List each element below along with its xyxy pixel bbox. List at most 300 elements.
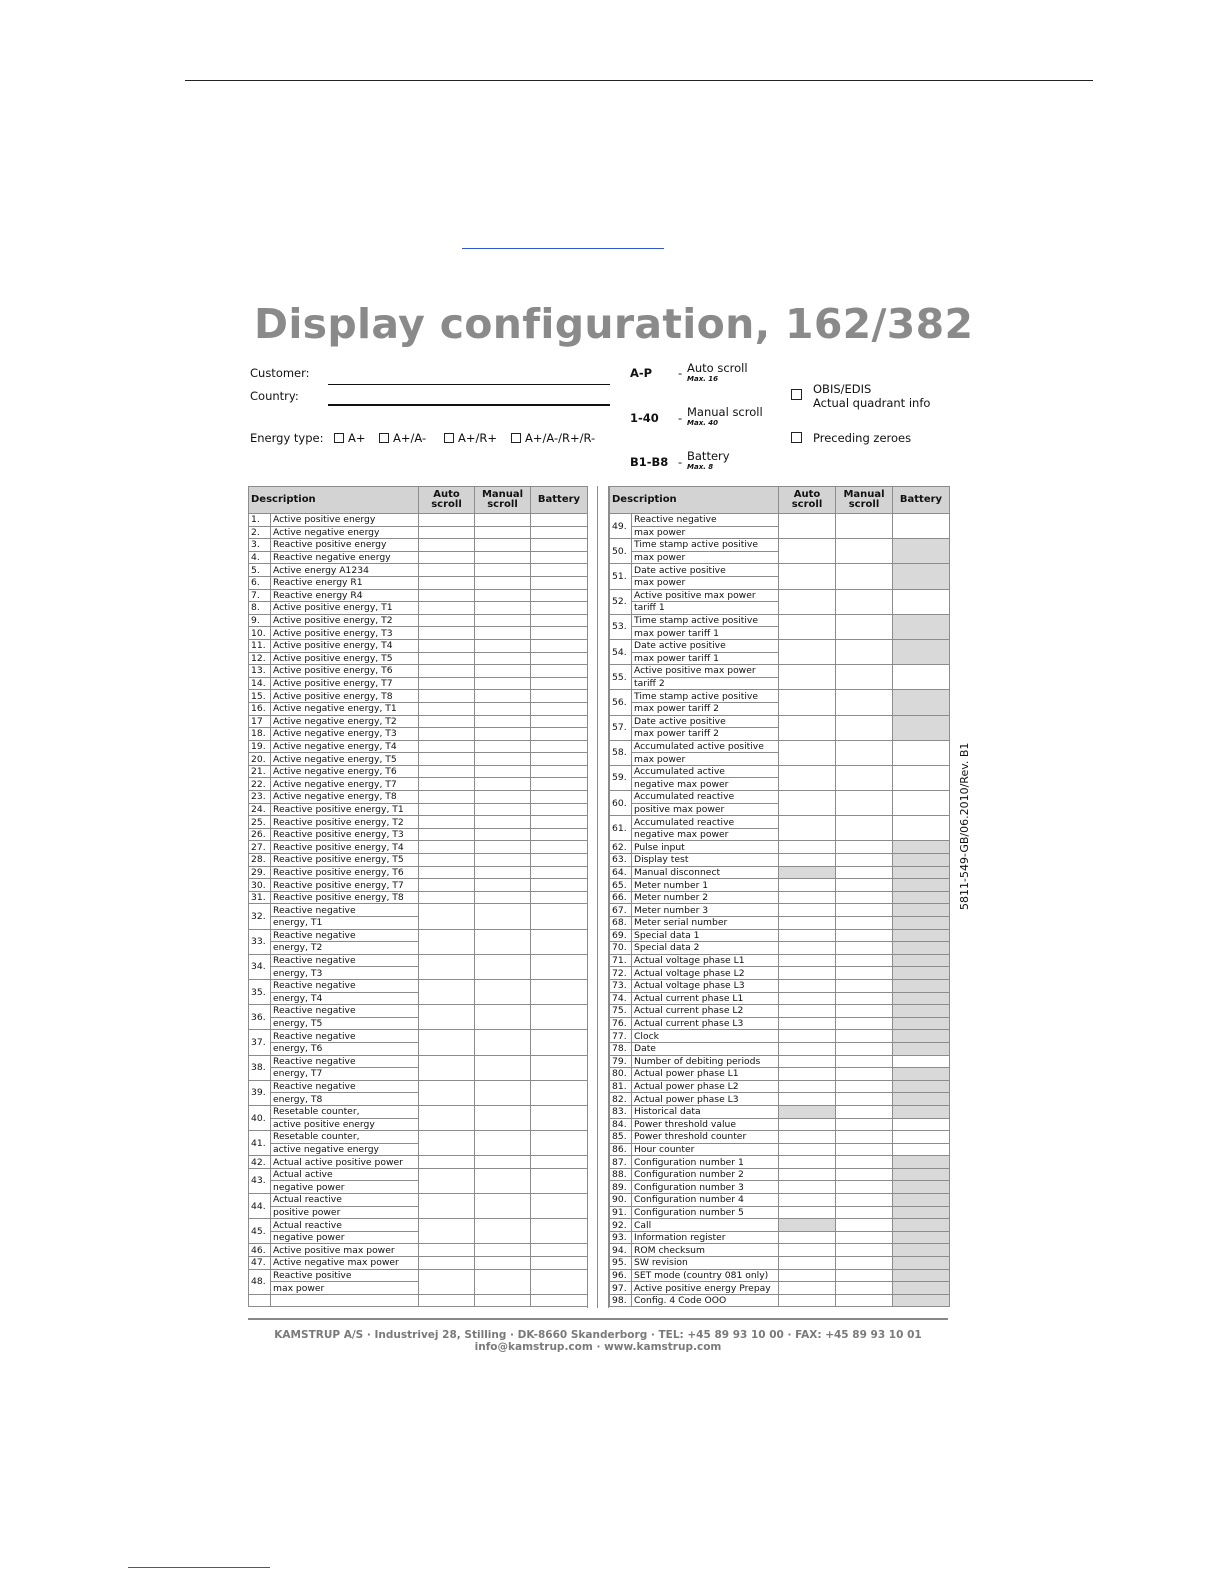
item-number: 9. [249,614,271,627]
right-config-table [609,486,950,1307]
battery-cell[interactable] [531,841,588,854]
manual-scroll-cell[interactable] [836,1156,893,1169]
auto-scroll-cell[interactable] [779,917,836,930]
battery-cell[interactable] [531,904,588,929]
manual-scroll-cell[interactable] [475,816,531,829]
energy-option-a-plus[interactable]: A+ [334,431,366,445]
table-row [249,816,588,829]
manual-scroll-cell[interactable] [836,1194,893,1207]
manual-scroll-cell[interactable] [475,539,531,552]
auto-scroll-cell[interactable] [779,1030,836,1043]
manual-scroll-cell[interactable] [475,979,531,1004]
item-description: Reactive negative [271,1055,419,1068]
manual-scroll-cell[interactable] [475,1005,531,1030]
auto-scroll-cell[interactable] [419,753,475,766]
auto-scroll-cell[interactable] [779,514,836,539]
auto-scroll-cell[interactable] [779,1206,836,1219]
battery-cell[interactable] [531,765,588,778]
auto-scroll-cell[interactable] [419,602,475,615]
auto-scroll-cell[interactable] [779,1080,836,1093]
manual-scroll-cell[interactable] [836,866,893,879]
auto-scroll-cell[interactable] [779,665,836,690]
manual-scroll-cell[interactable] [475,891,531,904]
manual-scroll-cell[interactable] [475,1194,531,1219]
item-description-cont: max power tariff 1 [632,627,779,640]
battery-cell[interactable] [531,854,588,867]
battery-cell[interactable] [531,1156,588,1169]
auto-scroll-cell[interactable] [419,514,475,527]
auto-scroll-cell[interactable] [419,828,475,841]
auto-scroll-cell[interactable] [779,1131,836,1144]
auto-scroll-cell[interactable] [419,1269,475,1294]
manual-scroll-cell[interactable] [475,1156,531,1169]
manual-scroll-cell[interactable] [836,879,893,892]
manual-scroll-cell [475,1294,531,1307]
battery-cell[interactable] [531,715,588,728]
item-description: Active positive max power [271,1244,419,1257]
manual-scroll-cell[interactable] [475,677,531,690]
auto-scroll-cell[interactable] [779,1231,836,1244]
checkbox-icon[interactable] [334,433,344,443]
manual-scroll-cell[interactable] [836,1181,893,1194]
energy-option-a-r-plus[interactable]: A+/R+ [444,431,497,445]
manual-scroll-cell[interactable] [475,765,531,778]
manual-scroll-cell[interactable] [475,639,531,652]
auto-scroll-cell[interactable] [419,1030,475,1055]
table-row [249,539,588,552]
auto-scroll-cell[interactable] [419,791,475,804]
battery-cell[interactable] [531,677,588,690]
item-description: Resetable counter, [271,1105,419,1118]
auto-scroll-cell[interactable] [779,1118,836,1131]
auto-scroll-cell[interactable] [779,1068,836,1081]
auto-scroll-cell[interactable] [779,1017,836,1030]
auto-scroll-cell[interactable] [419,702,475,715]
battery-cell [893,1168,950,1181]
battery-cell[interactable] [531,803,588,816]
battery-cell[interactable] [531,614,588,627]
manual-scroll-cell[interactable] [836,1269,893,1282]
auto-scroll-cell[interactable] [419,1105,475,1130]
battery-cell[interactable] [531,1080,588,1105]
auto-scroll-cell[interactable] [779,1143,836,1156]
battery-cell[interactable] [893,1118,950,1131]
battery-cell[interactable] [531,728,588,741]
manual-scroll-cell[interactable] [475,1105,531,1130]
manual-scroll-cell[interactable] [475,1244,531,1257]
manual-scroll-cell[interactable] [475,740,531,753]
battery-cell[interactable] [531,1168,588,1193]
battery-cell[interactable] [893,816,950,841]
auto-scroll-cell[interactable] [779,1055,836,1068]
battery-cell[interactable] [531,1194,588,1219]
table-row [249,614,588,627]
auto-scroll-cell[interactable] [779,1093,836,1106]
auto-scroll-cell[interactable] [779,1005,836,1018]
manual-scroll-cell[interactable] [836,1244,893,1257]
battery-cell[interactable] [531,1005,588,1030]
auto-scroll-cell[interactable] [419,879,475,892]
auto-scroll-cell[interactable] [779,1181,836,1194]
auto-scroll-cell[interactable] [779,614,836,639]
manual-scroll-cell[interactable] [836,1105,893,1118]
auto-scroll-cell[interactable] [779,639,836,664]
manual-scroll-cell[interactable] [475,854,531,867]
battery-cell[interactable] [893,1131,950,1144]
auto-scroll-cell[interactable] [779,942,836,955]
battery-cell[interactable] [531,526,588,539]
battery-cell[interactable] [531,589,588,602]
manual-scroll-cell[interactable] [836,740,893,765]
manual-scroll-cell[interactable] [475,526,531,539]
customer-field[interactable] [328,384,610,385]
auto-scroll-cell[interactable] [419,1080,475,1105]
manual-scroll-cell[interactable] [836,539,893,564]
manual-scroll-cell[interactable] [475,602,531,615]
auto-scroll-cell[interactable] [779,929,836,942]
auto-scroll-cell[interactable] [419,891,475,904]
auto-scroll-cell[interactable] [779,992,836,1005]
item-number: 70. [610,942,632,955]
checkbox-icon[interactable] [511,433,521,443]
battery-cell[interactable] [531,652,588,665]
auto-scroll-cell[interactable] [419,639,475,652]
manual-scroll-cell[interactable] [475,576,531,589]
auto-scroll-cell[interactable] [419,954,475,979]
manual-scroll-cell[interactable] [836,929,893,942]
zeroes-checkbox[interactable] [791,432,802,443]
battery-cell[interactable] [893,1055,950,1068]
manual-scroll-cell[interactable] [475,551,531,564]
manual-scroll-cell[interactable] [836,992,893,1005]
manual-scroll-cell[interactable] [836,1282,893,1295]
link-underline[interactable] [462,248,664,249]
manual-scroll-cell[interactable] [475,1055,531,1080]
item-description-cont: negative max power [632,778,779,791]
item-number: 51. [610,564,632,589]
manual-scroll-cell[interactable] [836,791,893,816]
battery-cell[interactable] [531,866,588,879]
battery-cell[interactable] [531,1055,588,1080]
manual-scroll-cell[interactable] [836,1017,893,1030]
auto-scroll-cell[interactable] [419,539,475,552]
battery-cell[interactable] [531,1131,588,1156]
manual-scroll-cell[interactable] [836,665,893,690]
obis-checkbox[interactable] [791,389,802,400]
battery-cell[interactable] [531,979,588,1004]
item-number: 66. [610,891,632,904]
battery-cell[interactable] [531,816,588,829]
auto-scroll-cell[interactable] [779,791,836,816]
manual-scroll-cell[interactable] [475,929,531,954]
manual-scroll-cell[interactable] [836,1118,893,1131]
auto-scroll-cell[interactable] [419,1156,475,1169]
auto-scroll-cell[interactable] [419,929,475,954]
auto-scroll-cell[interactable] [779,589,836,614]
battery-cell[interactable] [531,564,588,577]
battery-cell[interactable] [531,639,588,652]
manual-scroll-cell[interactable] [836,690,893,715]
manual-scroll-cell[interactable] [475,728,531,741]
auto-scroll-cell[interactable] [419,1257,475,1270]
manual-scroll-cell[interactable] [475,1269,531,1294]
battery-cell[interactable] [531,828,588,841]
manual-scroll-cell[interactable] [475,828,531,841]
auto-scroll-cell[interactable] [419,589,475,602]
auto-scroll-cell[interactable] [419,627,475,640]
manual-scroll-cell[interactable] [475,665,531,678]
manual-scroll-cell[interactable] [475,879,531,892]
manual-scroll-cell[interactable] [836,967,893,980]
manual-scroll-cell[interactable] [475,514,531,527]
manual-scroll-cell[interactable] [475,753,531,766]
manual-scroll-cell[interactable] [836,1080,893,1093]
manual-scroll-cell[interactable] [836,917,893,930]
manual-scroll-cell[interactable] [475,1168,531,1193]
manual-scroll-cell[interactable] [836,1131,893,1144]
manual-scroll-cell[interactable] [836,514,893,539]
auto-scroll-cell[interactable] [419,1055,475,1080]
auto-scroll-cell[interactable] [419,690,475,703]
auto-scroll-cell[interactable] [419,715,475,728]
link-underline[interactable] [128,1567,270,1568]
battery-cell[interactable] [893,791,950,816]
auto-scroll-cell[interactable] [779,967,836,980]
battery-cell[interactable] [531,602,588,615]
auto-scroll-cell[interactable] [419,854,475,867]
auto-scroll-cell[interactable] [779,1257,836,1270]
manual-scroll-cell[interactable] [836,1168,893,1181]
manual-scroll-cell[interactable] [836,816,893,841]
battery-cell[interactable] [531,539,588,552]
manual-scroll-cell[interactable] [836,1068,893,1081]
manual-scroll-cell[interactable] [836,1055,893,1068]
manual-scroll-cell[interactable] [836,904,893,917]
item-description-cont: max power [632,576,779,589]
manual-scroll-cell[interactable] [836,589,893,614]
battery-cell[interactable] [893,1143,950,1156]
battery-cell[interactable] [531,1219,588,1244]
manual-scroll-cell[interactable] [836,854,893,867]
auto-scroll-cell[interactable] [779,1269,836,1282]
battery-cell[interactable] [531,702,588,715]
auto-scroll-cell[interactable] [779,854,836,867]
item-number: 48. [249,1269,271,1294]
auto-scroll-cell[interactable] [779,1156,836,1169]
battery-cell [893,929,950,942]
auto-scroll-cell[interactable] [779,841,836,854]
auto-scroll-cell[interactable] [779,740,836,765]
item-number: 37. [249,1030,271,1055]
battery-cell[interactable] [531,954,588,979]
battery-cell[interactable] [531,778,588,791]
manual-scroll-cell[interactable] [475,778,531,791]
auto-scroll-cell[interactable] [779,979,836,992]
manual-scroll-cell[interactable] [836,891,893,904]
manual-scroll-cell[interactable] [475,690,531,703]
auto-scroll-cell[interactable] [419,652,475,665]
manual-scroll-cell[interactable] [475,627,531,640]
battery-cell[interactable] [531,1244,588,1257]
auto-scroll-cell[interactable] [419,1219,475,1244]
manual-scroll-cell[interactable] [836,1005,893,1018]
battery-cell[interactable] [531,1269,588,1294]
battery-cell[interactable] [531,665,588,678]
checkbox-icon[interactable] [444,433,454,443]
manual-scroll-cell[interactable] [836,1257,893,1270]
manual-scroll-cell[interactable] [475,803,531,816]
item-description-cont: energy, T3 [271,967,419,980]
manual-scroll-cell[interactable] [836,942,893,955]
manual-scroll-cell[interactable] [475,1030,531,1055]
auto-scroll-cell[interactable] [419,1244,475,1257]
manual-scroll-cell[interactable] [475,702,531,715]
manual-scroll-cell[interactable] [475,564,531,577]
manual-scroll-cell[interactable] [836,1042,893,1055]
table-row [249,1030,588,1043]
auto-scroll-cell[interactable] [419,740,475,753]
battery-cell[interactable] [893,740,950,765]
manual-scroll-cell[interactable] [475,652,531,665]
manual-scroll-cell[interactable] [475,715,531,728]
item-number: 36. [249,1005,271,1030]
energy-option-a-plus-minus[interactable]: A+/A- [379,431,426,445]
manual-scroll-cell[interactable] [475,1131,531,1156]
auto-scroll-cell[interactable] [419,614,475,627]
manual-scroll-cell[interactable] [475,1257,531,1270]
battery-cell[interactable] [531,690,588,703]
auto-scroll-cell[interactable] [419,1168,475,1193]
battery-cell[interactable] [531,1105,588,1130]
auto-scroll-cell[interactable] [419,778,475,791]
manual-scroll-cell[interactable] [836,1093,893,1106]
manual-scroll-cell[interactable] [836,715,893,740]
battery-cell[interactable] [893,514,950,539]
battery-cell[interactable] [531,514,588,527]
auto-scroll-cell[interactable] [419,576,475,589]
item-number [249,1294,271,1307]
auto-scroll-cell[interactable] [779,690,836,715]
manual-scroll-cell[interactable] [475,954,531,979]
auto-scroll-cell[interactable] [779,904,836,917]
battery-cell[interactable] [893,665,950,690]
manual-scroll-cell[interactable] [836,979,893,992]
auto-scroll-cell[interactable] [779,816,836,841]
auto-scroll-cell[interactable] [779,879,836,892]
manual-scroll-cell[interactable] [836,1231,893,1244]
auto-scroll-cell[interactable] [419,564,475,577]
auto-scroll-cell[interactable] [779,1042,836,1055]
auto-scroll-cell[interactable] [419,765,475,778]
auto-scroll-cell[interactable] [779,564,836,589]
battery-cell[interactable] [531,740,588,753]
battery-cell[interactable] [531,891,588,904]
manual-scroll-cell[interactable] [836,614,893,639]
manual-scroll-cell[interactable] [836,1206,893,1219]
manual-scroll-cell[interactable] [836,841,893,854]
item-number: 21. [249,765,271,778]
auto-scroll-cell[interactable] [779,1194,836,1207]
item-description: Active positive max power [632,665,779,678]
table-row [249,627,588,640]
manual-scroll-cell[interactable] [836,1030,893,1043]
battery-cell[interactable] [531,627,588,640]
battery-cell[interactable] [531,1257,588,1270]
manual-scroll-cell[interactable] [836,765,893,790]
auto-scroll-cell[interactable] [779,715,836,740]
manual-scroll-cell[interactable] [475,1080,531,1105]
manual-scroll-cell[interactable] [836,1143,893,1156]
manual-scroll-cell[interactable] [475,589,531,602]
auto-scroll-cell[interactable] [419,816,475,829]
auto-scroll-cell[interactable] [779,954,836,967]
manual-scroll-cell[interactable] [475,866,531,879]
auto-scroll-cell[interactable] [779,539,836,564]
auto-scroll-cell[interactable] [779,1168,836,1181]
manual-scroll-cell[interactable] [475,614,531,627]
manual-scroll-cell[interactable] [475,1219,531,1244]
auto-scroll-cell[interactable] [779,765,836,790]
auto-scroll-cell[interactable] [419,526,475,539]
manual-scroll-cell[interactable] [836,1219,893,1232]
manual-scroll-cell[interactable] [836,639,893,664]
item-description: Accumulated reactive [632,816,779,829]
auto-scroll-cell[interactable] [419,1005,475,1030]
manual-scroll-cell[interactable] [836,954,893,967]
battery-cell[interactable] [893,765,950,790]
checkbox-icon[interactable] [379,433,389,443]
energy-option-all[interactable]: A+/A-/R+/R- [511,431,595,445]
battery-cell[interactable] [531,929,588,954]
item-number: 39. [249,1080,271,1105]
auto-scroll-cell[interactable] [779,1244,836,1257]
auto-scroll-cell[interactable] [779,1294,836,1307]
auto-scroll-cell[interactable] [419,803,475,816]
battery-cell[interactable] [893,589,950,614]
auto-scroll-cell[interactable] [419,665,475,678]
battery-cell[interactable] [531,1030,588,1055]
auto-scroll-cell[interactable] [419,904,475,929]
auto-scroll-cell[interactable] [419,979,475,1004]
auto-scroll-cell[interactable] [779,1282,836,1295]
auto-scroll-cell[interactable] [419,728,475,741]
item-description: Reactive negative [271,954,419,967]
auto-scroll-cell[interactable] [779,891,836,904]
country-field[interactable] [328,404,610,406]
manual-scroll-cell[interactable] [475,904,531,929]
battery-cell[interactable] [531,879,588,892]
auto-scroll-cell[interactable] [419,551,475,564]
manual-scroll-cell[interactable] [475,841,531,854]
auto-scroll-cell[interactable] [419,677,475,690]
auto-scroll-cell[interactable] [419,1131,475,1156]
auto-scroll-cell[interactable] [419,866,475,879]
item-description-cont: max power tariff 2 [632,728,779,741]
battery-cell[interactable] [531,753,588,766]
auto-scroll-cell[interactable] [419,1194,475,1219]
battery-cell[interactable] [531,576,588,589]
manual-scroll-cell[interactable] [836,1294,893,1307]
battery-cell[interactable] [531,551,588,564]
battery-cell [893,1093,950,1106]
item-number: 96. [610,1269,632,1282]
battery-cell[interactable] [531,791,588,804]
auto-scroll-cell[interactable] [419,841,475,854]
manual-scroll-cell[interactable] [836,564,893,589]
table-row [610,917,950,930]
manual-scroll-cell[interactable] [475,791,531,804]
battery-cell [531,1294,588,1307]
